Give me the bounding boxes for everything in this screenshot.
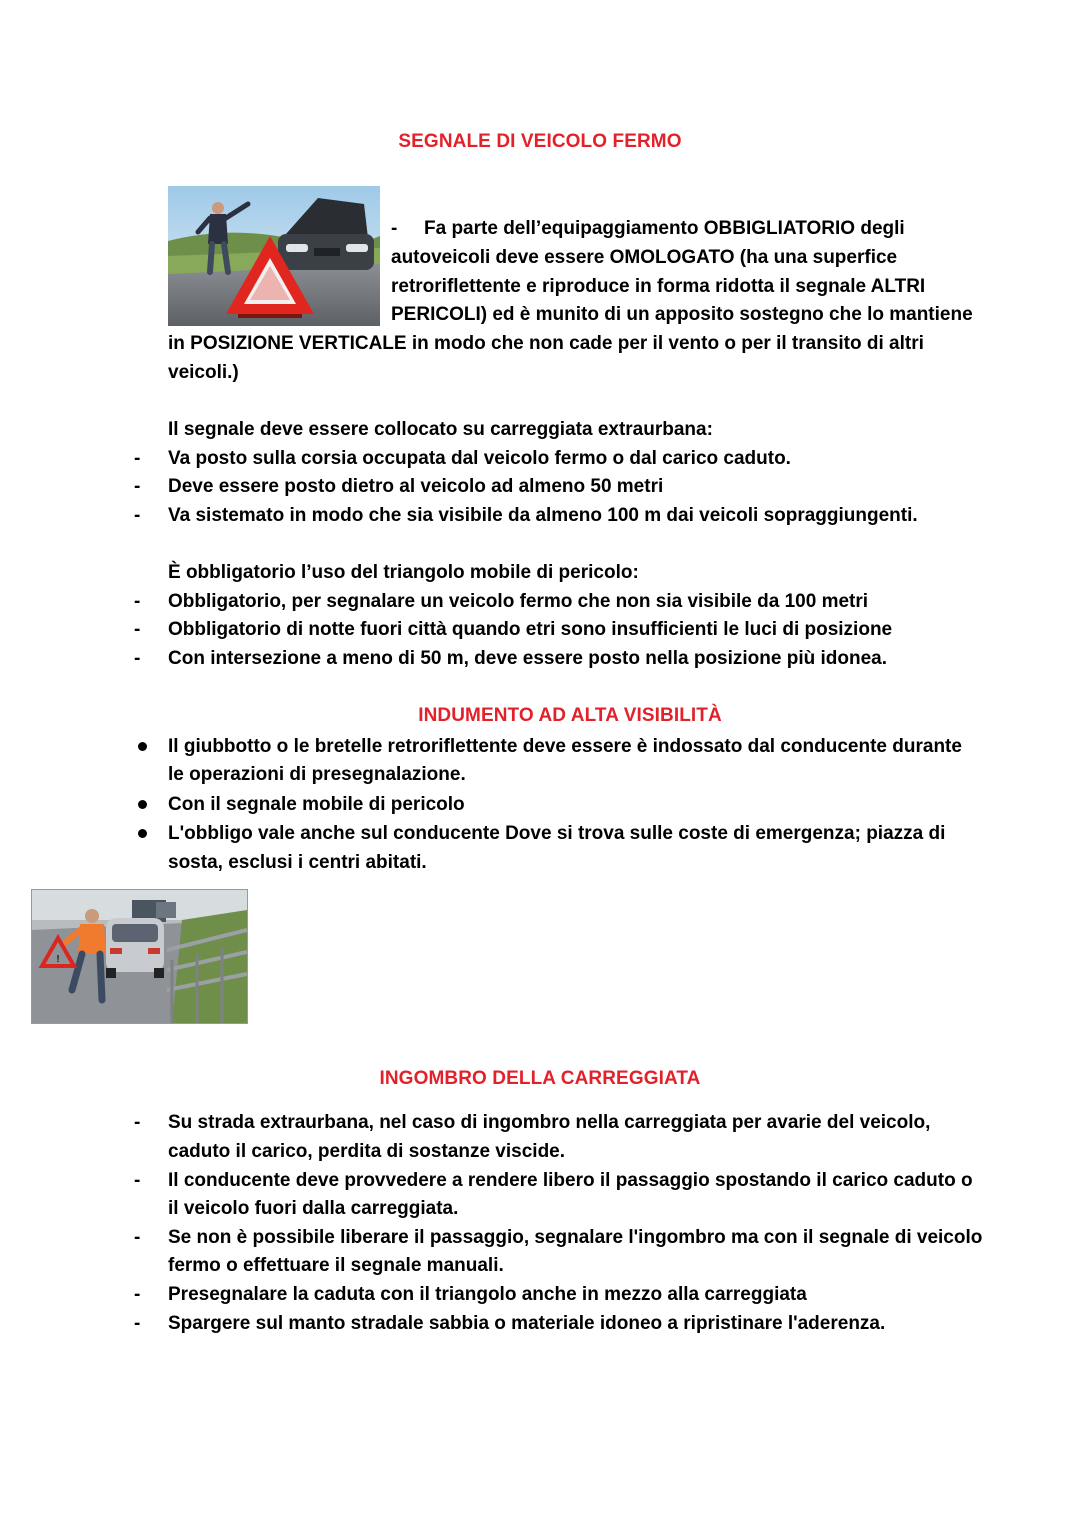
obstruction-item-2-line-1: Il conducente deve provvedere a rendere libero il passaggio spostando il carico caduto o xyxy=(168,1170,973,1191)
vest-item-1-line-2: le operazioni di presegnalazione. xyxy=(168,764,466,785)
list-dash: - xyxy=(134,1313,141,1334)
high-visibility-vest-photo xyxy=(31,889,248,1024)
intro-line-1: Fa parte dell’equipaggiamento OBBIGLIATORIO degli xyxy=(424,218,905,239)
intro-line-6: veicoli.) xyxy=(168,362,239,383)
intro-line-3: retroriflettente e riproduce in forma ridotta il segnale ALTRI xyxy=(391,276,926,297)
obstruction-item-5: Spargere sul manto stradale sabbia o materiale idoneo a ripristinare l'aderenza. xyxy=(168,1313,886,1334)
intro-dash: - xyxy=(391,218,398,239)
list-dash: - xyxy=(134,619,141,640)
list-dash: - xyxy=(134,476,141,497)
obstruction-item-2-line-2: il veicolo fuori dalla carreggiata. xyxy=(168,1198,459,1219)
placement-item-2: Deve essere posto dietro al veicolo ad almeno 50 metri xyxy=(168,476,664,497)
section-title-vest: INDUMENTO AD ALTA VISIBILITÀ xyxy=(418,705,722,726)
mandatory-item-2: Obbligatorio di notte fuori città quando etri sono insufficienti le luci di posizione xyxy=(168,619,893,640)
list-dash: - xyxy=(134,648,141,669)
intro-line-2: autoveicoli deve essere OMOLOGATO (ha una superfice xyxy=(391,247,898,268)
list-dash: - xyxy=(134,448,141,469)
mandatory-heading: È obbligatorio l’uso del triangolo mobile di pericolo: xyxy=(168,562,639,583)
obstruction-item-3-line-1: Se non è possibile liberare il passaggio, segnalare l'ingombro ma con il segnale di veicolo xyxy=(168,1227,983,1248)
list-dash: - xyxy=(134,1170,141,1191)
warning-triangle-photo xyxy=(168,186,380,326)
list-dash: - xyxy=(134,1112,141,1133)
bullet-icon xyxy=(138,800,147,809)
placement-item-1: Va posto sulla corsia occupata dal veicolo fermo o dal carico caduto. xyxy=(168,448,791,469)
intro-line-4: PERICOLI) ed è munito di un apposito sostegno che lo mantiene xyxy=(391,304,973,325)
section-title-obstruction: INGOMBRO DELLA CARREGGIATA xyxy=(379,1068,701,1089)
placement-item-3: Va sistemato in modo che sia visibile da almeno 100 m dai veicoli sopraggiungenti. xyxy=(168,505,918,526)
bullet-icon xyxy=(138,742,147,751)
mandatory-item-3: Con intersezione a meno di 50 m, deve essere posto nella posizione più idonea. xyxy=(168,648,888,669)
vest-item-3-line-1: L'obbligo vale anche sul conducente Dove si trova sulle coste di emergenza; piazza di xyxy=(168,823,946,844)
obstruction-item-1-line-2: caduto il carico, perdita di sostanze viscide. xyxy=(168,1141,566,1162)
vest-item-2: Con il segnale mobile di pericolo xyxy=(168,794,465,815)
list-dash: - xyxy=(134,1284,141,1305)
obstruction-item-4: Presegnalare la caduta con il triangolo anche in mezzo alla carreggiata xyxy=(168,1284,807,1305)
placement-heading: Il segnale deve essere collocato su carreggiata extraurbana: xyxy=(168,419,713,440)
section-title-signal: SEGNALE DI VEICOLO FERMO xyxy=(398,131,682,152)
vest-item-1-line-1: Il giubbotto o le bretelle retroriflettente deve essere è indossato dal conducente durante xyxy=(168,736,962,757)
obstruction-item-3-line-2: fermo o effettuare il segnale manuali. xyxy=(168,1255,504,1276)
list-dash: - xyxy=(134,505,141,526)
svg-text:!: ! xyxy=(56,954,60,965)
intro-line-5: in POSIZIONE VERTICALE in modo che non cade per il vento o per il transito di altri xyxy=(168,333,924,354)
obstruction-item-1-line-1: Su strada extraurbana, nel caso di ingombro nella carreggiata per avarie del veicolo, xyxy=(168,1112,931,1133)
mandatory-item-1: Obbligatorio, per segnalare un veicolo fermo che non sia visibile da 100 metri xyxy=(168,591,869,612)
bullet-icon xyxy=(138,829,147,838)
vest-item-3-line-2: sosta, esclusi i centri abitati. xyxy=(168,852,427,873)
list-dash: - xyxy=(134,591,141,612)
list-dash: - xyxy=(134,1227,141,1248)
